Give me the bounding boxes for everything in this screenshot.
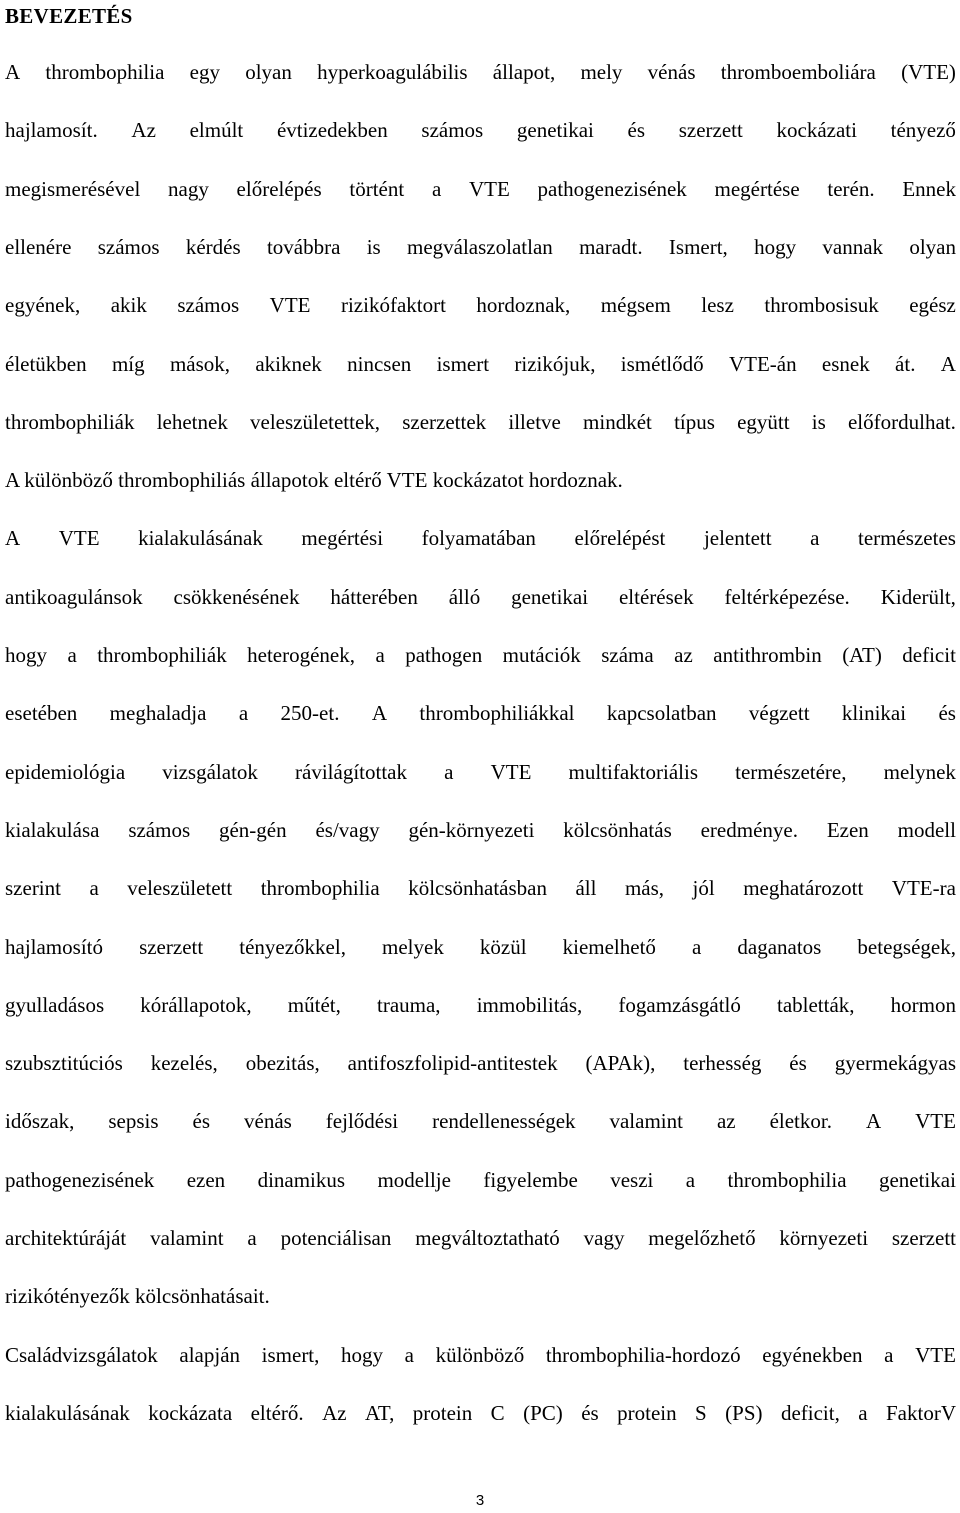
text-line: epidemiológia vizsgálatok rávilágítottak a VTE multifaktoriális természetére, melynek — [5, 759, 956, 784]
section-heading: BEVEZETÉS — [5, 4, 133, 28]
text-line: hajlamosít. Az elmúlt évtizedekben számos genetikai és szerzett kockázati tényező — [5, 118, 956, 143]
text-line: rizikótényezők kölcsönhatásait. — [5, 1284, 270, 1309]
text-line: antikoagulánsok csökkenésének hátterében álló genetikai eltérések feltérképezése. Kiderült, — [5, 584, 956, 609]
text-line: szubsztitúciós kezelés, obezitás, antifoszfolipid-antitestek (APAk), terhesség és gyermekágyas — [5, 1051, 956, 1076]
text-line: thrombophiliák lehetnek veleszületettek, szerzettek illetve mindkét típus együtt is előfordulhat. — [5, 409, 956, 434]
text-line: A VTE kialakulásának megértési folyamatában előrelépést jelentett a természetes — [5, 526, 956, 551]
text-line: életükben míg mások, akiknek nincsen ismert rizikójuk, ismétlődő VTE-án esnek át. A — [5, 351, 956, 376]
text-line: kialakulásának kockázata eltérő. Az AT, protein C (PC) és protein S (PS) deficit, a FaktorV — [5, 1400, 956, 1425]
text-line: hajlamosító szerzett tényezőkkel, melyek közül kiemelhető a daganatos betegségek, — [5, 934, 956, 959]
text-line: Családvizsgálatok alapján ismert, hogy a különböző thrombophilia-hordozó egyénekben a VTE — [5, 1342, 956, 1367]
text-line: gyulladásos kórállapotok, műtét, trauma, immobilitás, fogamzásgátló tabletták, hormon — [5, 992, 956, 1017]
text-line: egyének, akik számos VTE rizikófaktort hordoznak, mégsem lesz thrombosisuk egész — [5, 293, 956, 318]
text-line: esetében meghaladja a 250-et. A thrombophiliákkal kapcsolatban végzett klinikai és — [5, 701, 956, 726]
text-line: megismerésével nagy előrelépés történt a VTE pathogenezisének megértése terén. Ennek — [5, 176, 956, 201]
text-line: A thrombophilia egy olyan hyperkoagulábilis állapot, mely vénás thromboemboliára (VTE) — [5, 60, 956, 84]
text-line: A különböző thrombophiliás állapotok eltérő VTE kockázatot hordoznak. — [5, 468, 623, 493]
text-line: pathogenezisének ezen dinamikus modellje figyelembe veszi a thrombophilia genetikai — [5, 1167, 956, 1192]
text-line: szerint a veleszületett thrombophilia kölcsönhatásban áll más, jól meghatározott VTE-ra — [5, 876, 956, 901]
text-line: időszak, sepsis és vénás fejlődési rendellenességek valamint az életkor. A VTE — [5, 1109, 956, 1134]
text-line: ellenére számos kérdés továbbra is megválaszolatlan maradt. Ismert, hogy vannak olyan — [5, 234, 956, 259]
text-line: architektúráját valamint a potenciálisan megváltoztatható vagy megelőzhető környezeti szerzett — [5, 1226, 956, 1250]
page-number: 3 — [475, 1492, 485, 1509]
text-line: kialakulása számos gén-gén és/vagy gén-környezeti kölcsönhatás eredménye. Ezen modell — [5, 817, 956, 842]
text-line: hogy a thrombophiliák heterogének, a pathogen mutációk száma az antithrombin (AT) deficit — [5, 643, 956, 667]
